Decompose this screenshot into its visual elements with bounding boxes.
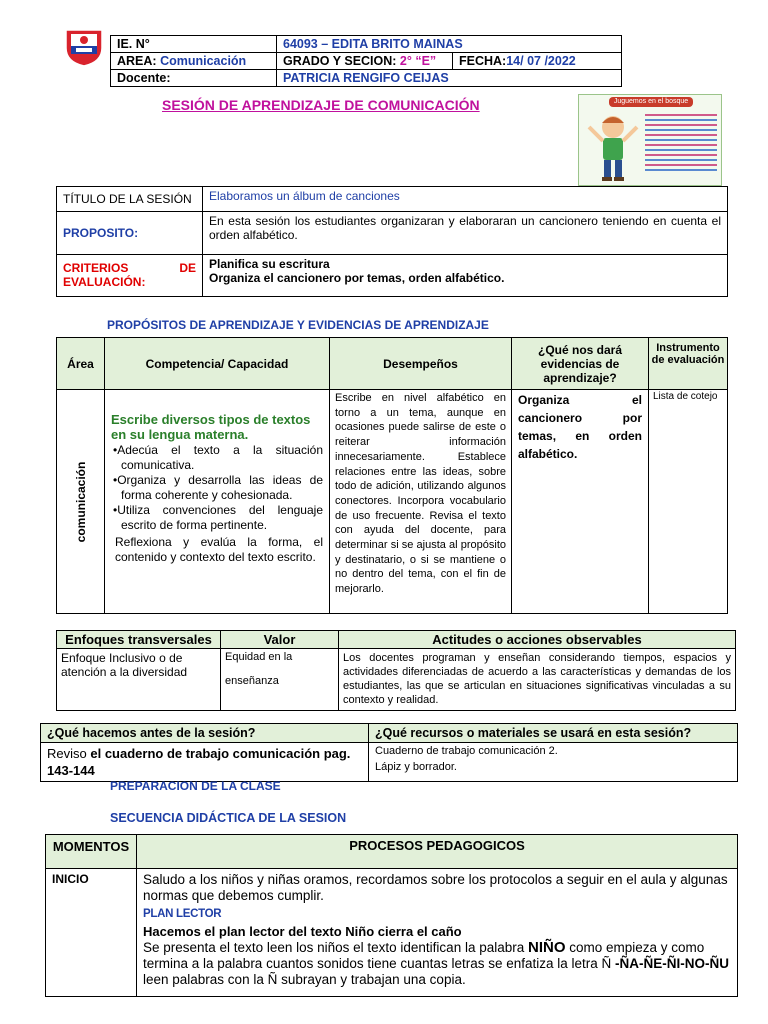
area-cell xyxy=(57,390,105,614)
reviso-prefix: Reviso xyxy=(47,746,91,761)
capacidad-item: •Utiliza convenciones del lenguaje escrito de forma pertinente. xyxy=(113,503,323,532)
grado-label: GRADO Y SECION: xyxy=(283,54,400,68)
docente-value: PATRICIA RENGIFO CEIJAS xyxy=(277,70,622,87)
criterios-label-de: DE xyxy=(179,261,196,275)
evidencias-cell: Organiza el cancionero por temas, en orden alfabético. xyxy=(512,390,649,614)
school-crest-logo xyxy=(62,24,106,68)
criterios-line-2: Organiza el cancionero por temas, orden alfabético. xyxy=(209,271,505,285)
enfoques-table xyxy=(56,630,736,711)
plan-lector-label: PLAN LECTOR xyxy=(143,908,222,920)
procesos-header: PROCESOS PEDAGOGICOS xyxy=(137,835,738,869)
criterios-value xyxy=(203,255,728,297)
actitudes-value: Los docentes programan y enseñan considerando tiempos, espacios y actividades diferenciadas de acuerdo a las características y demandas de los estudiantes, las que se articulan en situaciones significativas vinculadas a su contexto y realidad. xyxy=(339,649,736,711)
col-competencia-header: Competencia/ Capacidad xyxy=(105,338,330,390)
secuencia-heading: SECUENCIA DIDÁCTICA DE LA SESION xyxy=(110,811,347,825)
fecha-cell xyxy=(453,53,622,70)
docente-label: Docente: xyxy=(111,70,277,87)
child-illustration-icon xyxy=(583,109,643,185)
inicio-content xyxy=(137,869,738,997)
ie-label: IE. N° xyxy=(111,36,277,53)
session-title: SESIÓN DE APRENDIZAJE DE COMUNICACIÓN xyxy=(162,97,480,113)
plan-lector-title: Hacemos el plan lector del texto Niño cierra el caño xyxy=(143,924,462,939)
recursos-value xyxy=(369,743,738,782)
actitudes-header: Actitudes o acciones observables xyxy=(339,631,736,649)
area-cell xyxy=(111,53,277,70)
antes-value xyxy=(41,743,369,782)
poster-image xyxy=(578,94,722,186)
enfoque-value: Enfoque Inclusivo o de atención a la diversidad xyxy=(57,649,221,711)
valor-line-1: Equidad en la xyxy=(225,651,293,663)
recurso-2: Lápiz y borrador. xyxy=(375,761,457,773)
syllables: -ÑA-ÑE-ÑI-NO-ÑU xyxy=(615,956,730,971)
enfoques-header: Enfoques transversales xyxy=(57,631,221,649)
titulo-label: TÍTULO DE LA SESIÓN xyxy=(57,187,203,212)
instrumento-cell: Lista de cotejo xyxy=(649,390,728,614)
ie-value: 64093 – EDITA BRITO MAINAS xyxy=(277,36,622,53)
valor-line-2: enseñanza xyxy=(225,675,279,687)
preparacion-heading: PREPARACION DE LA CLASE xyxy=(110,779,281,793)
antes-header: ¿Qué hacemos antes de la sesión? xyxy=(41,724,369,743)
fecha-value: 14/ 07 /2022 xyxy=(506,54,576,68)
momentos-header: MOMENTOS xyxy=(46,835,137,869)
area-value: Comunicación xyxy=(160,54,247,68)
valor-header: Valor xyxy=(221,631,339,649)
competencia-cell xyxy=(105,390,330,614)
propositos-heading: PROPÓSITOS DE APRENDIZAJE Y EVIDENCIAS DE APRENDIZAJE xyxy=(107,318,489,332)
competencia-title: Escribe diversos tipos de textos en su lengua materna. xyxy=(111,412,311,442)
inicio-label: INICIO xyxy=(46,869,137,997)
col-area-header: Área xyxy=(57,338,105,390)
secuencia-table xyxy=(45,834,738,997)
session-details-table xyxy=(56,186,728,297)
inicio-paragraph-1: Saludo a los niños y niñas oramos, recordamos sobre los protocolos a seguir en el aula y algunas normas que debemos cumplir. xyxy=(143,872,728,903)
capacidad-item: •Adecúa el texto a la situación comunicativa. xyxy=(113,443,323,472)
col-desempenos-header: Desempeños xyxy=(330,338,512,390)
grado-cell xyxy=(277,53,453,70)
criterios-label xyxy=(57,255,203,297)
proposito-value: En esta sesión los estudiantes organizaran y elaboraran un cancionero teniendo en cuenta el orden alfabético. xyxy=(203,212,728,255)
col-instrumento-header: Instrumento de evaluación xyxy=(649,338,728,390)
desempenos-cell: Escribe en nivel alfabético en torno a un tema, aunque en ocasiones puede salirse de este o reiterar información innecesariamente. Establece relaciones entre las ideas, sobre todo de adición, utilizando algunos conectores. Incorpora vocabulario de uso frecuente. Revisa el texto con ayuda del docente, para determinar si se ajusta al propósito y destinatario, o si se mantiene o no dentro del tema, con el fin de mejorarlo. xyxy=(330,390,512,614)
inicio-paragraph-2: Se presenta el texto leen los niños el texto identifican la palabra NIÑO como empieza y como termina a la palabra cuantos sonidos tiene cuantas letras se enfatiza la letra Ñ -ÑA-ÑE-ÑI-NO-ÑU leen palabras con la Ñ subrayan y trabajan una copia. xyxy=(143,939,730,987)
propositos-table xyxy=(56,337,728,614)
proposito-label: PROPOSITO: xyxy=(57,212,203,255)
titulo-value: Elaboramos un álbum de canciones xyxy=(203,187,728,212)
reviso-bold: el cuaderno de trabajo comunicación pag. 143-144 xyxy=(47,746,351,778)
recursos-header: ¿Qué recursos o materiales se usará en esta sesión? xyxy=(369,724,738,743)
criterios-label-2: EVALUACIÓN: xyxy=(63,275,146,289)
criterios-line-1: Planifica su escritura xyxy=(209,257,330,271)
fecha-label: FECHA: xyxy=(459,54,507,68)
poster-title: Juguemos en el bosque xyxy=(609,97,693,107)
capacidad-item: •Organiza y desarrolla las ideas de forma coherente y cohesionada. xyxy=(113,473,323,502)
header-table xyxy=(110,35,622,87)
valor-value xyxy=(221,649,339,711)
area-vertical-text: comunicación xyxy=(73,461,88,542)
keyword-nino: NIÑO xyxy=(528,939,566,956)
area-label: AREA: xyxy=(117,54,161,68)
grado-value: 2° “E” xyxy=(399,54,437,68)
poster-text-lines xyxy=(645,111,717,174)
capacidad-last: Reflexiona y evalúa la forma, el contenido y contexto del texto escrito. xyxy=(115,535,323,564)
criterios-label-1: CRITERIOS xyxy=(63,261,129,275)
col-evidencias-header: ¿Qué nos dará evidencias de aprendizaje? xyxy=(512,338,649,390)
recurso-1: Cuaderno de trabajo comunicación 2. xyxy=(375,745,558,757)
antes-table xyxy=(40,723,738,782)
